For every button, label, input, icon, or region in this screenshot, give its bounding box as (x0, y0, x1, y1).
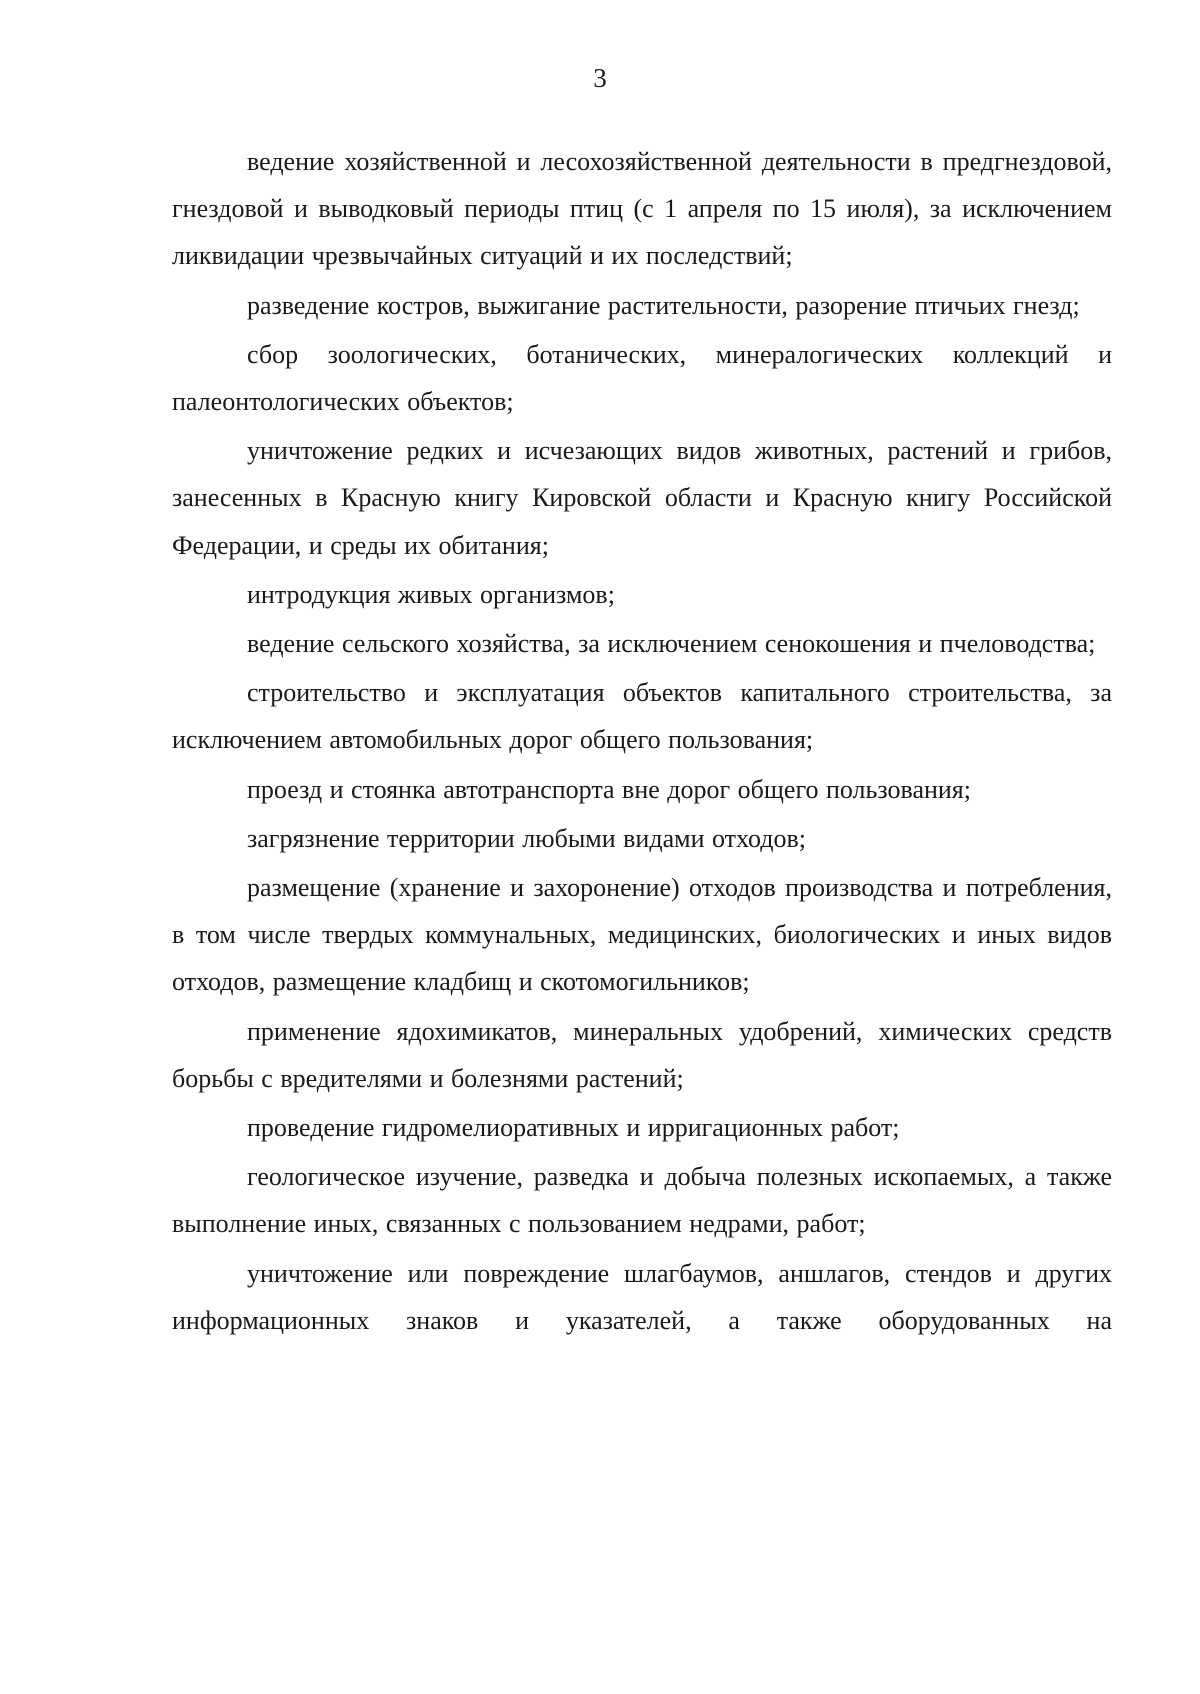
page-number: 3 (593, 63, 607, 93)
paragraph: разведение костров, выжигание растительности, разорение птичьих гнезд; (247, 290, 1080, 320)
paragraph: геологическое изучение, разведка и добыча полезных ископаемых, а также выполнение иных, связанных с пользованием недрами, работ; (172, 1162, 1112, 1239)
paragraph: ведение хозяйственной и лесохозяйственной деятельности в предгнездовой, гнездовой и выводковый периоды птиц (с 1 апреля по 15 июля), за исключением ликвидации чрезвычайных ситуаций и их последствий; (172, 147, 1112, 271)
paragraph: загрязнение территории любыми видами отходов; (247, 823, 806, 853)
paragraph: применение ядохимикатов, минеральных удобрений, химических средств борьбы с вредителями и болезнями растений; (172, 1016, 1112, 1093)
paragraph: уничтожение или повреждение шлагбаумов, аншлагов, стендов и других информационных знаков и указателей, а также оборудованных на (172, 1258, 1112, 1335)
paragraph: уничтожение редких и исчезающих видов животных, растений и грибов, занесенных в Красную книгу Кировской области и Красную книгу Российской Федерации, и среды их обитания; (172, 436, 1112, 560)
paragraph: сбор зоологических, ботанических, минералогических коллекций и палеонтологических объектов; (172, 339, 1112, 417)
paragraph: размещение (хранение и захоронение) отходов производства и потребления, в том числе твердых коммунальных, медицинских, биологических и иных видов отходов, размещение кладбищ и скотомогильников; (172, 873, 1112, 997)
paragraph: ведение сельского хозяйства, за исключением сенокошения и пчеловодства; (247, 629, 1096, 659)
paragraph: проезд и стоянка автотранспорта вне дорог общего пользования; (247, 774, 971, 804)
paragraph: проведение гидромелиоративных и ирригационных работ; (247, 1113, 900, 1143)
paragraph: строительство и эксплуатация объектов капитального строительства, за исключением автомобильных дорог общего пользования; (172, 678, 1112, 755)
document-body (172, 138, 1112, 1346)
paragraph: интродукция живых организмов; (247, 579, 615, 609)
